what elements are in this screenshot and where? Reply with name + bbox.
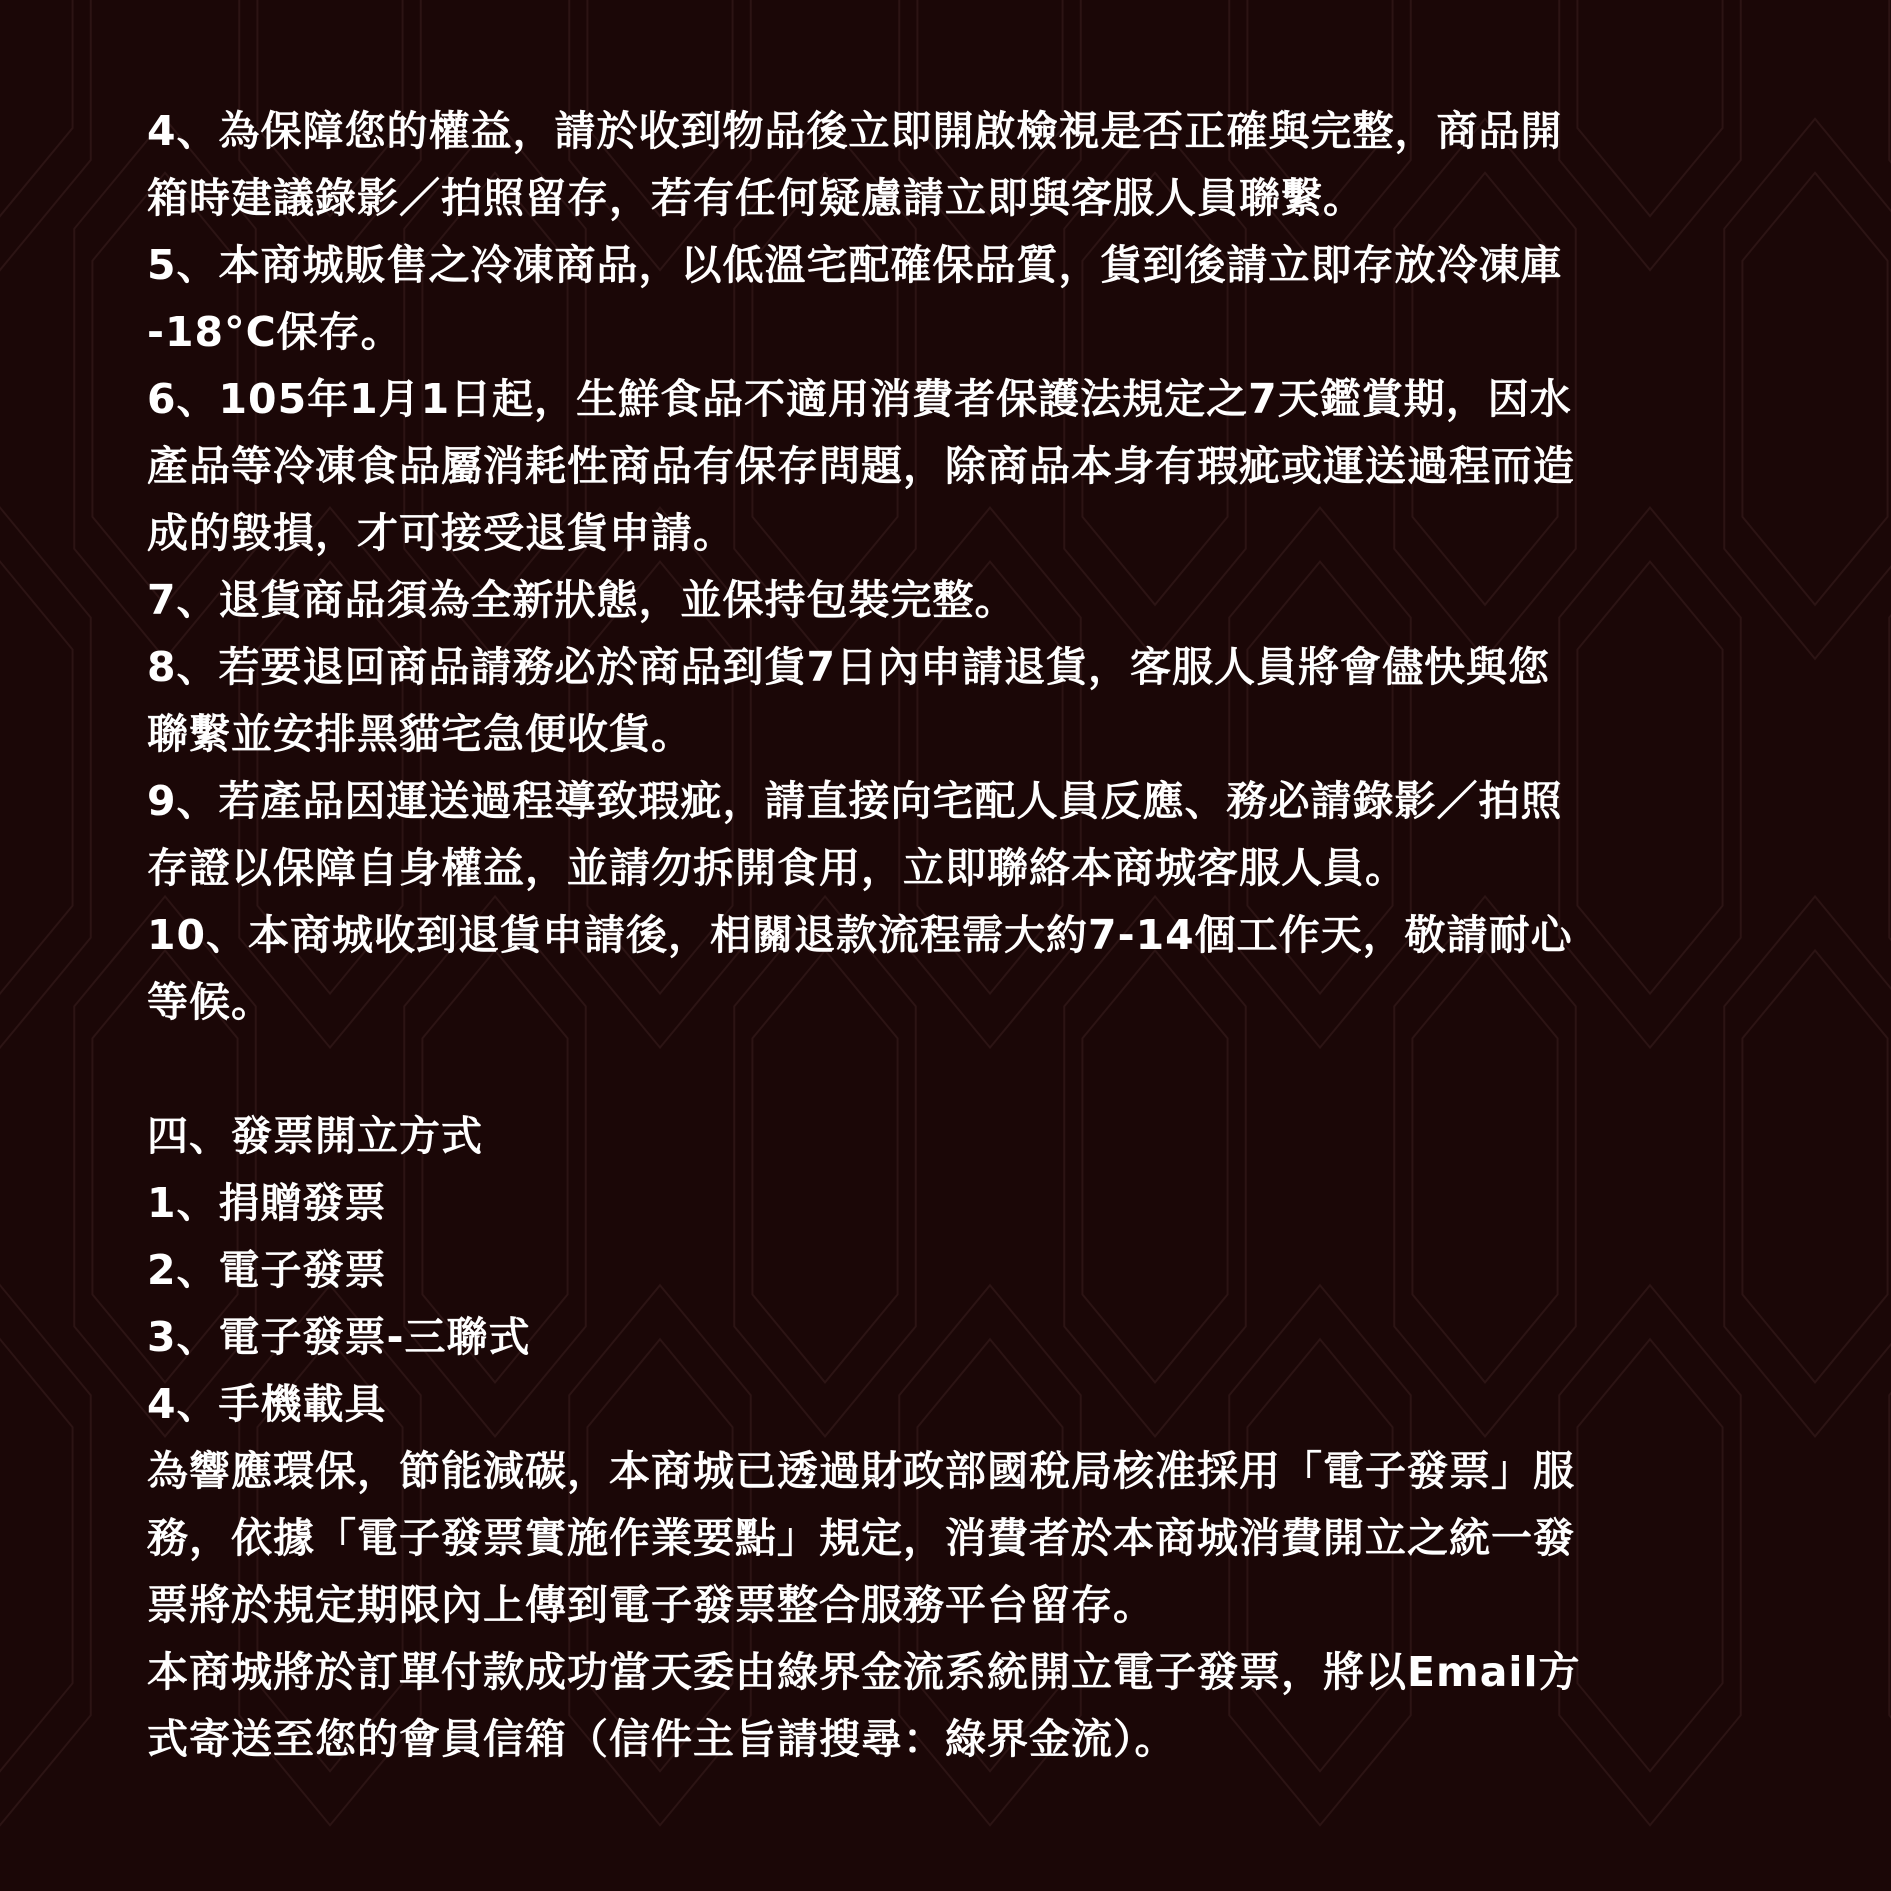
section-spacer: [147, 1036, 1747, 1103]
invoice-note-line: 為響應環保，節能減碳，本商城已透過財政部國稅局核准採用「電子發票」服: [147, 1447, 1575, 1495]
invoice-option: 4、手機載具: [147, 1380, 387, 1428]
policy-line: 5、本商城販售之冷凍商品，以低溫宅配確保品質，貨到後請立即存放冷凍庫: [147, 241, 1563, 289]
policy-line: 產品等冷凍食品屬消耗性商品有保存問題，除商品本身有瑕疵或運送過程而造: [147, 442, 1575, 490]
policy-line: 8、若要退回商品請務必於商品到貨7日內申請退貨，客服人員將會儘快與您: [147, 643, 1551, 691]
invoice-note-line: 式寄送至您的會員信箱（信件主旨請搜尋：綠界金流）。: [147, 1715, 1177, 1763]
policy-line: 4、為保障您的權益，請於收到物品後立即開啟檢視是否正確與完整，商品開: [147, 107, 1563, 155]
invoice-option: 2、電子發票: [147, 1246, 387, 1294]
pattern-hexagon: [0, 508, 91, 1048]
pattern-hexagon: [1742, 950, 1887, 1382]
policy-line: 7、退貨商品須為全新狀態，並保持包裝完整。: [147, 576, 1017, 624]
policy-line: -18°C保存。: [147, 308, 403, 356]
policy-text-block: [147, 98, 1747, 1773]
pattern-hexagon: [0, 1339, 73, 1771]
policy-line: 10、本商城收到退貨申請後，相關退款流程需大約7-14個工作天，敬請耐心: [147, 911, 1573, 959]
section-heading: 四、發票開立方式: [147, 1112, 483, 1160]
policy-line: 等候。: [147, 978, 273, 1026]
policy-line: 箱時建議錄影／拍照留存，若有任何疑慮請立即與客服人員聯繫。: [147, 174, 1365, 222]
pattern-hexagon: [0, 1285, 91, 1825]
invoice-option: 3、電子發票-三聯式: [147, 1313, 531, 1361]
pattern-hexagon: [0, 0, 91, 270]
invoice-option: 1、捐贈發票: [147, 1179, 387, 1227]
policy-line: 6、105年1月1日起，生鮮食品不適用消費者保護法規定之7天鑑賞期，因水: [147, 375, 1572, 423]
invoice-note-line: 務，依據「電子發票實施作業要點」規定，消費者於本商城消費開立之統一發: [147, 1514, 1575, 1562]
pattern-hexagon: [1724, 119, 1891, 659]
pattern-hexagon: [1742, 173, 1887, 605]
policy-line: 9、若產品因運送過程導致瑕疵，請直接向宅配人員反應、務必請錄影／拍照: [147, 777, 1563, 825]
policy-line: 存證以保障自身權益，並請勿拆開食用，立即聯絡本商城客服人員。: [147, 844, 1407, 892]
policy-line: 聯繫並安排黑貓宅急便收貨。: [147, 710, 693, 758]
invoice-note-line: 本商城將於訂單付款成功當天委由綠界金流系統開立電子發票，將以Email方: [147, 1648, 1581, 1696]
pattern-hexagon: [0, 0, 73, 216]
policy-line: 成的毀損，才可接受退貨申請。: [147, 509, 735, 557]
pattern-hexagon: [1724, 896, 1891, 1436]
invoice-note-line: 票將於規定期限內上傳到電子發票整合服務平台留存。: [147, 1581, 1155, 1629]
pattern-hexagon: [0, 562, 73, 994]
